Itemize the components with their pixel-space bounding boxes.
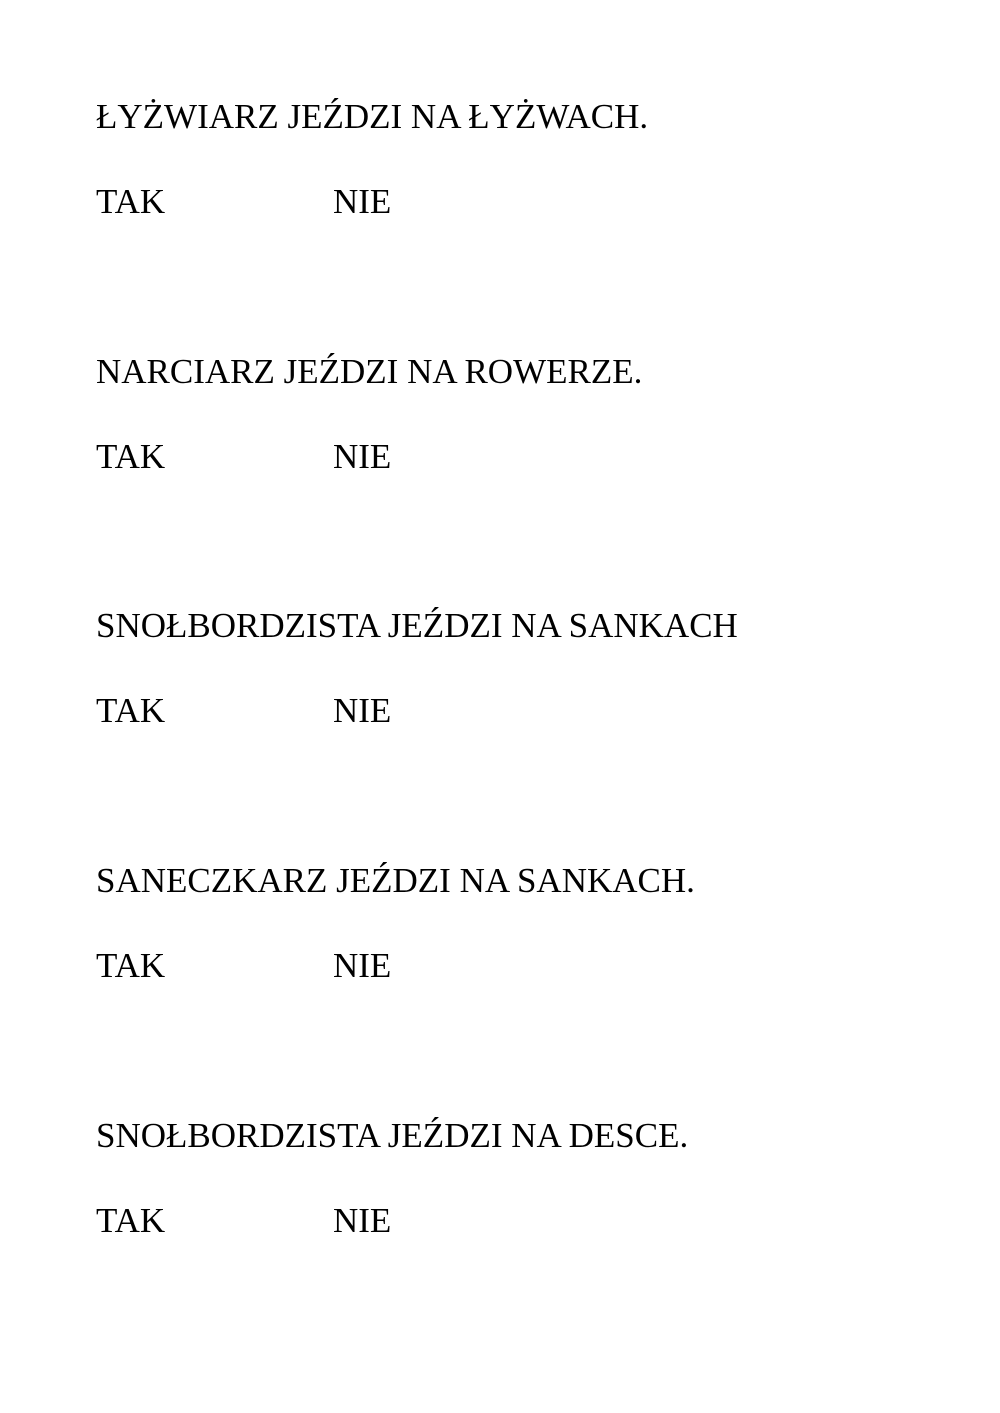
question-sentence: SANECZKARZ JEŹDZI NA SANKACH. [96,861,695,900]
answer-yes-option[interactable]: TAK [96,182,166,221]
question-5 [96,1116,956,1241]
answer-no-option[interactable]: NIE [333,182,392,221]
answer-options [96,182,956,222]
question-3 [96,606,956,731]
question-sentence: SNOŁBORDZISTA JEŹDZI NA DESCE. [96,1116,689,1155]
answer-yes-option[interactable]: TAK [96,691,166,730]
answer-no-option[interactable]: NIE [333,946,392,985]
question-sentence: NARCIARZ JEŹDZI NA ROWERZE. [96,352,643,391]
answer-yes-option[interactable]: TAK [96,1201,166,1240]
question-2 [96,352,956,477]
question-1 [96,97,956,222]
answer-no-option[interactable]: NIE [333,437,392,476]
question-4 [96,861,956,986]
question-sentence: SNOŁBORDZISTA JEŹDZI NA SANKACH [96,606,738,645]
answer-options [96,946,956,986]
question-sentence: ŁYŻWIARZ JEŹDZI NA ŁYŻWACH. [96,97,649,136]
answer-options [96,691,956,731]
answer-no-option[interactable]: NIE [333,1201,392,1240]
answer-yes-option[interactable]: TAK [96,946,166,985]
answer-options [96,437,956,477]
answer-yes-option[interactable]: TAK [96,437,166,476]
answer-no-option[interactable]: NIE [333,691,392,730]
answer-options [96,1201,956,1241]
